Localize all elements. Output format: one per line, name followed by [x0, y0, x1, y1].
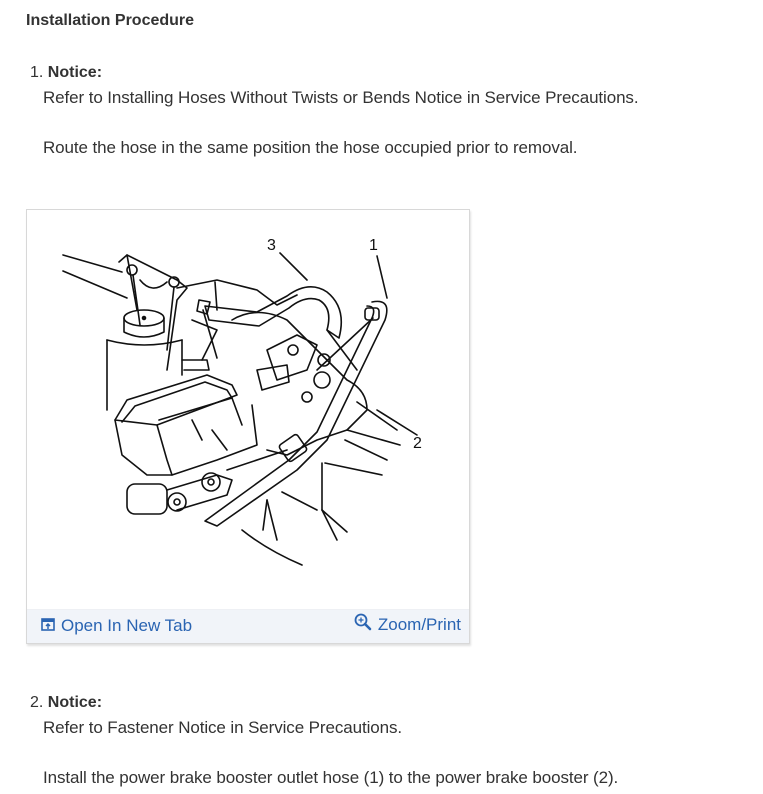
figure-card — [26, 209, 470, 644]
open-in-new-tab-link[interactable] — [41, 616, 192, 636]
step-number: 1. — [30, 64, 44, 81]
step-number: 2. — [30, 694, 44, 711]
callout-2: 2 — [413, 435, 422, 452]
zoom-print-label: Zoom/Print — [377, 614, 461, 634]
step-1-heading — [30, 64, 102, 82]
figure-action-bar — [27, 609, 469, 643]
brake-booster-illustration — [27, 210, 469, 608]
callout-1: 1 — [369, 237, 378, 254]
step-1-instruction: Route the hose in the same position the hose occupied prior to removal. — [43, 138, 578, 157]
step-2-instruction: Install the power brake booster outlet hose (1) to the power brake booster (2). — [43, 768, 619, 787]
step-2-notice-text: Refer to Fastener Notice in Service Precautions. — [43, 718, 402, 737]
zoom-print-link[interactable] — [354, 613, 461, 636]
notice-label: Notice: — [47, 694, 103, 711]
step-1-notice-text: Refer to Installing Hoses Without Twists or Bends Notice in Service Precautions. — [43, 88, 639, 107]
zoom-in-icon — [354, 613, 372, 636]
step-2-heading — [30, 694, 102, 712]
open-in-new-tab-icon — [41, 616, 55, 636]
notice-label: Notice: — [47, 64, 103, 81]
open-in-new-tab-label: Open In New Tab — [61, 616, 193, 635]
section-title: Installation Procedure — [26, 12, 195, 29]
callout-3: 3 — [267, 237, 276, 254]
